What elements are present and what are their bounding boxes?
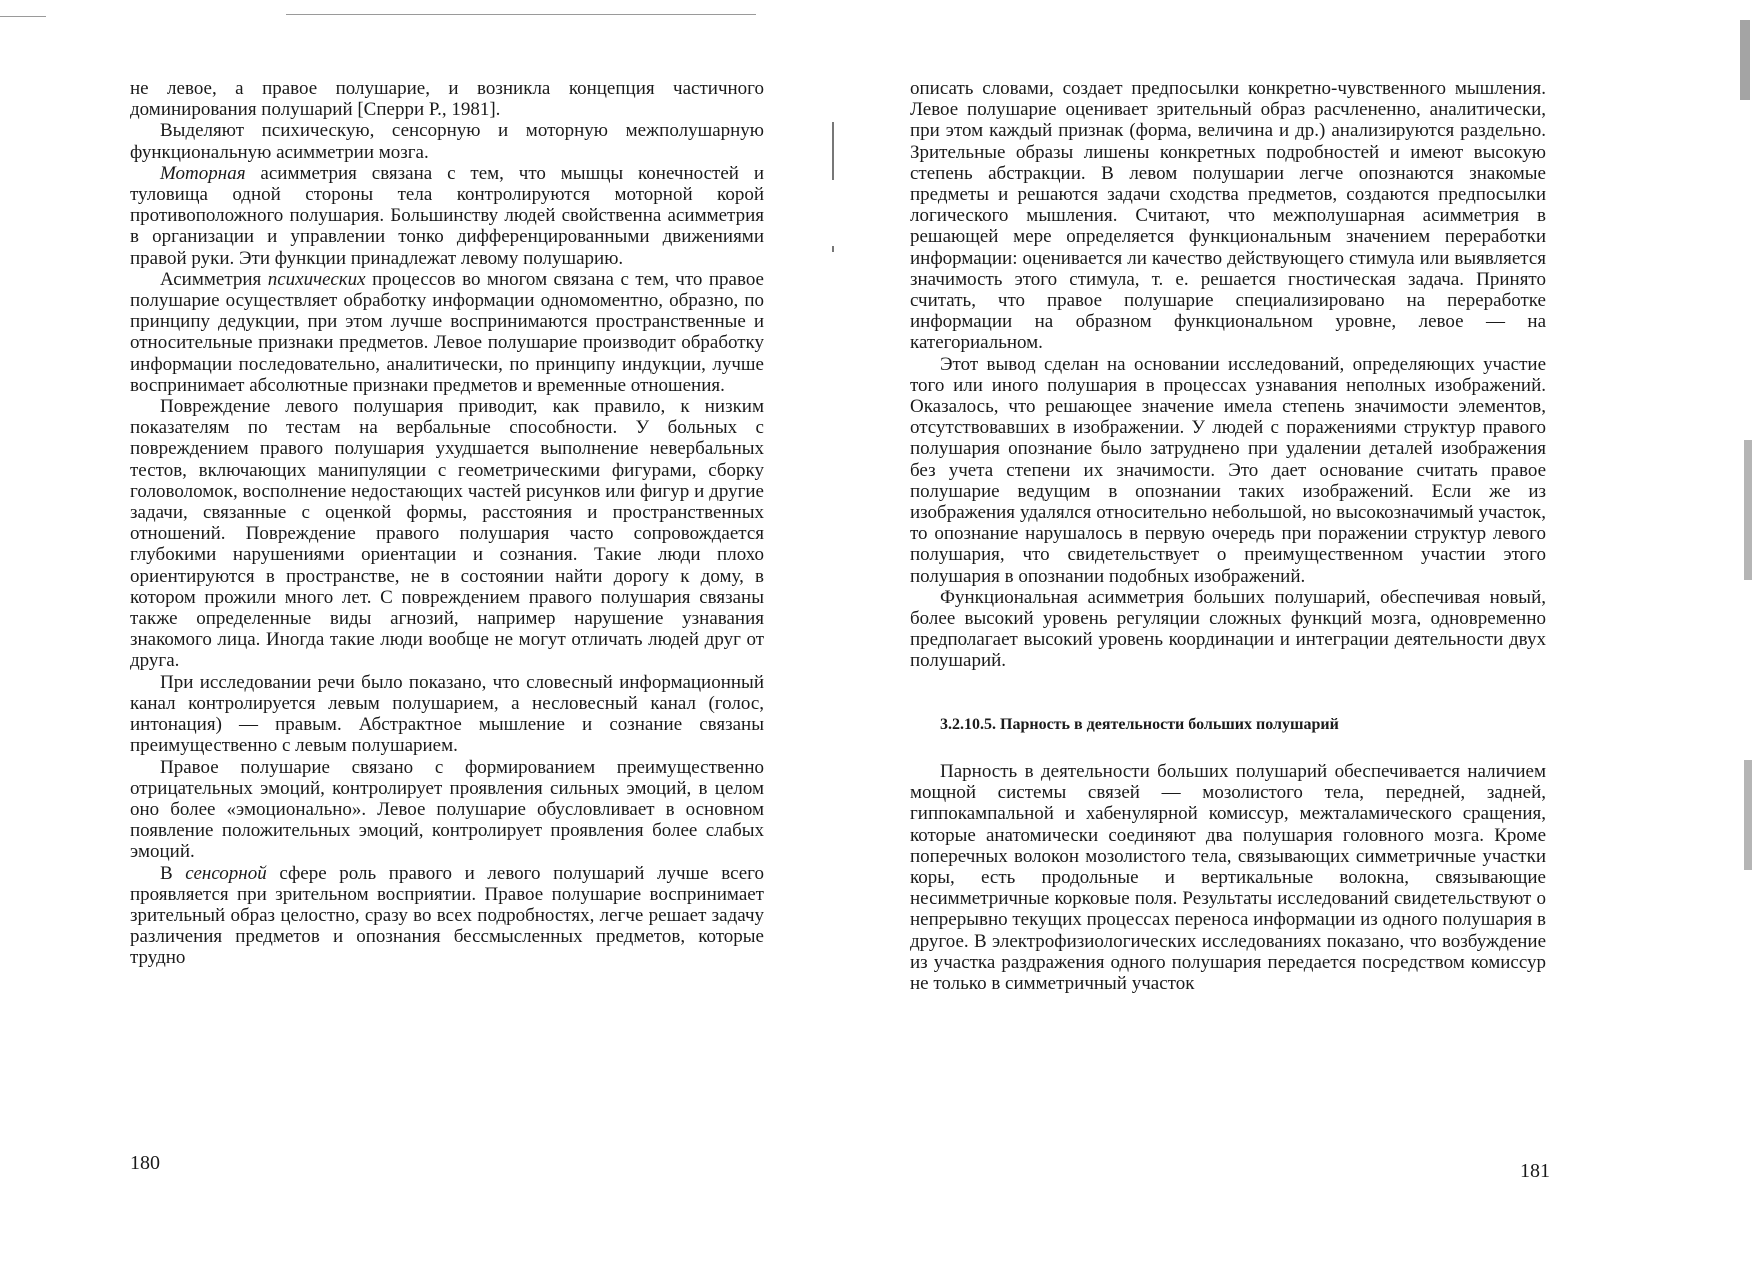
gutter-dot: [832, 246, 834, 252]
scan-top-rule: [286, 14, 756, 15]
paragraph: [130, 757, 764, 863]
left-page-text: [130, 78, 764, 969]
paragraph: [910, 354, 1546, 587]
paragraph-body-text: При исследовании речи было показано, что словесный информационный канал контролируется левым полушарием, а несловесный канал (голос, интонация) — правым. Абстрактное мышление и сознание связаны преимущественно с левым полушарием.: [130, 671, 764, 757]
gutter-mark: [832, 122, 834, 180]
paragraph-body-text: Функциональная асимметрия больших полушарий, обеспечивая новый, более высокий уровень регуляции сложных функций мозга, одновременно предполагает высокий уровень координации и интеграции деятельности двух полушарий.: [910, 586, 1546, 672]
page-number-left: 180: [130, 1152, 160, 1174]
page-number-right: 181: [1520, 1160, 1550, 1182]
italic-term: Моторная: [160, 162, 246, 184]
paragraph: [910, 78, 1546, 354]
paragraph-body-text: Выделяют психическую, сенсорную и моторную межполушарную функциональную асимметрии мозга.: [130, 120, 764, 163]
paragraph-body-text: 3.2.10.5. Парность в деятельности больших полушарий: [940, 715, 1339, 733]
paragraph: [910, 761, 1546, 994]
paragraph: [130, 863, 764, 969]
paragraph: [130, 672, 764, 757]
paragraph: [130, 120, 764, 162]
paragraph-body-text: Повреждение левого полушария приводит, как правило, к низким показателям по тестам на вербальные способности. У больных с повреждением правого полушария ухудшается выполнение невербальных тестов, включающих манипуляции с геометрическими фигурами, сборку головоломок, восполнение недостающих частей рисунков или фигур и другие задачи, связанные с оценкой формы, расстояния и пространственных отношений. Повреждение правого полушария часто сопровождается глубокими нарушениями ориентации и сознания. Такие люди плохо ориентируются в пространстве, не в состоянии найти дорогу к дому, в котором прожили много лет. С повреждением правого полушария связаны также определенные виды агнозий, например нарушение узнавания знакомого лица. Иногда такие люди вообще не могут отличать людей друг от друга.: [130, 396, 764, 672]
paragraph-body-text: асимметрия связана с тем, что мышцы конечностей и туловища одной стороны тела контролируются моторной корой противоположного полушария. Большинству людей свойственна асимметрия в организации и управлении тонко дифференцированными движениями правой руки. Эти функции принадлежат левому полушарию.: [130, 162, 764, 269]
italic-term: психических: [267, 268, 366, 290]
scan-edge-mark-top: [1740, 20, 1750, 100]
paragraph: [130, 163, 764, 269]
scan-top-rule-left: [0, 16, 46, 17]
paragraph: [130, 78, 764, 120]
paragraph-body-text: процессов во многом связана с тем, что правое полушарие осуществляет обработку информации одномоментно, образно, по принципу дедукции, при этом лучше воспринимаются пространственные и относительные признаки предметов. Левое полушарие производит обработку информации последовательно, аналитически, по принципу индукции, лучше воспринимает абсолютные признаки предметов и временные отношения.: [130, 268, 764, 396]
section-heading: [910, 714, 1546, 735]
paragraph-body-text: Этот вывод сделан на основании исследований, определяющих участие того или иного полушария в процессах узнавания неполных изображений. Оказалось, что решающее значение имела степень значимости элементов, отсутствовавших в изображении. У людей с поражениями структур правого полушария опознание было затруднено при удалении деталей изображения без учета степени их значимости. Это дает основание считать правое полушарие ведущим в опознании таких изображений. Если же из изображения удалялся относительно небольшой, но высокозначимый участок, то опознание нарушалось в первую очередь при поражении структур левого полушария, что свидетельствует о преимущественном участии этого полушария в опознании подобных изображений.: [910, 353, 1546, 587]
paragraph: [130, 269, 764, 396]
paragraph-body-text: описать словами, создает предпосылки конкретно-чувственного мышления. Левое полушарие оценивает зрительный образ расчлененно, аналитически, при этом каждый признак (форма, величина и др.) анализируются раздельно. Зрительные образы лишены конкретных подробностей и имеют высокую степень абстракции. В левом полушарии легче опознаются знакомые предметы и решаются задачи сходства предметов, создаются предпосылки логического мышления. Считают, что межполушарная асимметрия в решающей мере определяется функциональным значением переработки информации: оценивается ли качество действующего стимула или выявляется значимость этого стимула, т. е. решается гностическая задача. Принято считать, что правое полушарие специализировано на переработке информации на образном функциональном уровне, левое — на категориальном.: [910, 78, 1546, 354]
right-page-text: [910, 78, 1546, 994]
paragraph: [130, 396, 764, 672]
paragraph-lead-text: В: [160, 862, 186, 884]
paragraph-body-text: Правое полушарие связано с формированием преимущественно отрицательных эмоций, контролирует проявления сильных эмоций, в целом оно более «эмоционально». Левое полушарие обусловливает в основном появление положительных эмоций, контролирует проявления более слабых эмоций.: [130, 756, 764, 863]
paragraph-lead-text: Асимметрия: [160, 268, 268, 290]
paragraph-body-text: сфере роль правого и левого полушарий лучше всего проявляется при зрительном восприятии. Правое полушарие воспринимает зрительный образ целостно, сразу во всех подробностях, легче решает задачу различения предметов и опознания бессмысленных предметов, которые трудно: [130, 862, 764, 969]
scan-edge-mark-mid: [1744, 440, 1752, 580]
italic-term: сенсорной: [185, 862, 267, 884]
scan-edge-mark-low: [1744, 760, 1752, 870]
paragraph: [910, 587, 1546, 672]
paragraph-body-text: не левое, а правое полушарие, и возникла концепция частичного доминирования полушарий [Сперри Р., 1981].: [130, 78, 764, 121]
paragraph-body-text: Парность в деятельности больших полушарий обеспечивается наличием мощной системы связей — мозолистого тела, передней, задней, гиппокампальной и хабенулярной комиссур, межталамического сращения, которые анатомически соединяют два полушария головного мозга. Кроме поперечных волокон мозолистого тела, связывающих симметричные участки коры, есть продольные и вертикальные волокна, связывающие несимметричные корковые поля. Результаты исследований свидетельствуют о непрерывно текущих процессах переноса информации из одного полушария в другое. В электрофизиологических исследованиях показано, что возбуждение из участка раздражения одного полушария передается посредством комиссур не только в симметричный участок: [910, 760, 1546, 994]
